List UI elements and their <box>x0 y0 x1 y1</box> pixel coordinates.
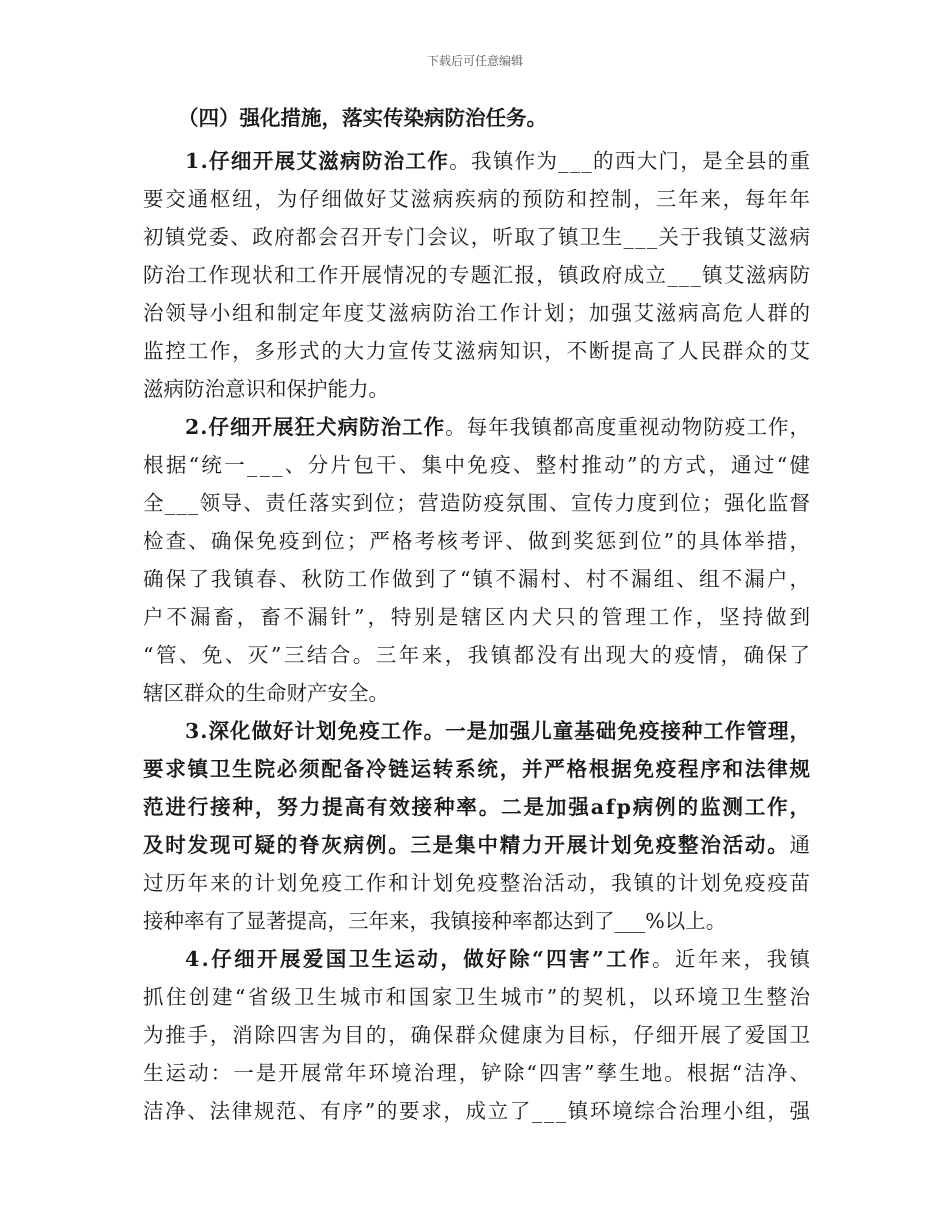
body-text: 辖区群众的生命财产安全。 <box>143 681 389 705</box>
text-line <box>143 333 812 369</box>
body-text: 洁净、法律规范、有序”的要求，成立了___镇环境综合治理小组，强 <box>143 1099 812 1123</box>
body-text: 监控工作，多形式的大力宣传艾滋病知识，不断提高了人民群众的艾 <box>143 339 812 363</box>
text-line <box>143 561 812 597</box>
text-line <box>185 941 812 977</box>
text-line <box>143 181 812 217</box>
bold-heading-text: 3.深化做好计划免疫工作。一是加强儿童基础免疫接种工作管理， <box>185 719 812 743</box>
text-line <box>185 143 811 179</box>
text-line <box>185 409 811 445</box>
bold-heading-text: 1.仔细开展艾滋病防治工作 <box>185 149 450 173</box>
text-line <box>143 1017 812 1053</box>
body-text: 检查、确保免疫到位；严格考核考评、做到奖惩到位”的具体举措， <box>143 529 813 553</box>
bold-heading-text: （四）强化措施，落实传染病防治任务。 <box>178 106 547 130</box>
text-line <box>143 295 812 331</box>
text-line <box>143 1055 812 1091</box>
body-text: 滋病防治意识和保护能力。 <box>143 377 389 401</box>
bold-heading-text: 范进行接种，努力提高有效接种率。二是加强afp病例的监测工作， <box>143 795 812 819</box>
text-line <box>143 903 726 939</box>
body-text: 过历年来的计划免疫工作和计划免疫整治活动，我镇的计划免疫疫苗 <box>143 871 812 895</box>
bold-heading-text: 及时发现可疑的脊灰病例。三是集中精力开展计划免疫整治活动。 <box>143 833 790 857</box>
body-text: 。每年我镇都高度重视动物防疫工作， <box>445 415 812 439</box>
body-text: 全___领导、责任落实到位；营造防疫氛围、宣传力度到位；强化监督 <box>143 491 812 515</box>
text-line <box>143 371 389 407</box>
body-text: 根据“统一___、分片包干、集中免疫、整村推动”的方式，通过“健 <box>143 453 813 477</box>
body-text: 为推手，消除四害为目的，确保群众健康为目标，仔细开展了爱国卫 <box>143 1023 812 1047</box>
body-text: 要交通枢纽，为仔细做好艾滋病疾病的预防和控制，三年来，每年年 <box>143 187 812 211</box>
body-text: 接种率有了显著提高，三年来，我镇接种率都达到了___%以上。 <box>143 909 727 933</box>
text-line <box>143 523 812 559</box>
bold-heading-text: 4.仔细开展爱国卫生运动，做好除“四害”工作 <box>185 947 653 971</box>
text-line <box>143 979 812 1015</box>
body-text: 。近年来，我镇 <box>652 947 813 971</box>
body-text: 防治工作现状和工作开展情况的专题汇报，镇政府成立___镇艾滋病防 <box>143 263 812 287</box>
text-line <box>143 865 812 901</box>
text-line <box>143 637 812 673</box>
text-line <box>178 100 547 136</box>
page-header: 下载后可任意编辑 <box>426 54 523 68</box>
body-text: 户不漏畜，畜不漏针”，特别是辖区内犬只的管理工作，坚持做到 <box>143 605 813 629</box>
text-line <box>143 1093 812 1129</box>
text-line <box>143 675 389 711</box>
body-text: 通 <box>789 833 812 857</box>
body-text: 初镇党委、政府都会召开专门会议，听取了镇卫生___关于我镇艾滋病 <box>143 225 812 249</box>
text-line <box>143 599 813 635</box>
text-line <box>143 447 812 483</box>
body-text: 抓住创建“省级卫生城市和国家卫生城市”的契机，以环境卫生整治 <box>143 985 813 1009</box>
body-text: 治领导小组和制定年度艾滋病防治工作计划；加强艾滋病高危人群的 <box>143 301 812 325</box>
body-text: 生运动：一是开展常年环境治理，铲除“四害”孳生地。根据“洁净、 <box>143 1061 813 1085</box>
bold-heading-text: 要求镇卫生院必须配备冷链运转系统，并严格根据免疫程序和法律规 <box>143 757 812 781</box>
body-text: “管、免、灭”三结合。三年来，我镇都没有出现大的疫情，确保了 <box>143 643 813 667</box>
body-text: 。我镇作为___的西大门，是全县的重 <box>449 149 812 173</box>
text-line <box>143 751 812 787</box>
text-line <box>143 827 812 863</box>
text-line <box>185 713 811 749</box>
body-text: 确保了我镇春、秋防工作做到了“镇不漏村、村不漏组、组不漏户， <box>143 567 813 591</box>
text-line <box>143 257 811 293</box>
text-line <box>143 789 812 825</box>
bold-heading-text: 2.仔细开展狂犬病防治工作 <box>185 415 446 439</box>
text-line <box>143 485 811 521</box>
text-line <box>143 219 811 255</box>
